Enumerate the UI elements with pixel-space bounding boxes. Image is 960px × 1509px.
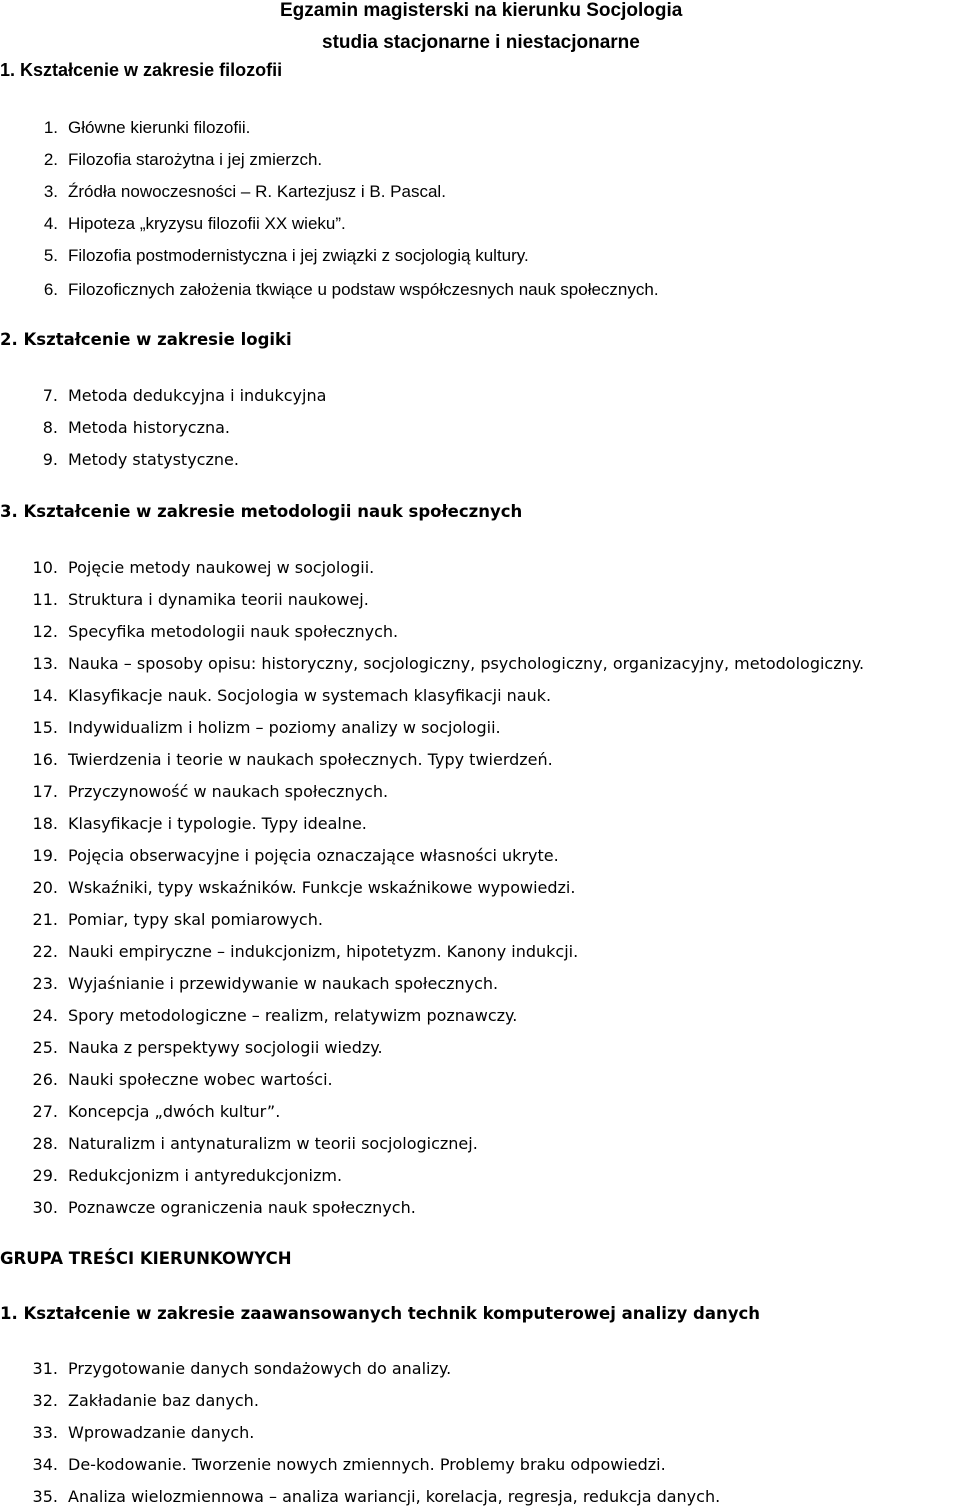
list-item (0, 812, 367, 836)
list-item-number: 19. (32, 846, 58, 865)
list-item-text: Wprowadzanie danych. (68, 1423, 255, 1442)
list-item (0, 1164, 342, 1188)
list-item (0, 1453, 666, 1477)
list-item-number: 25. (32, 1038, 58, 1057)
list-item-text: Hipoteza „kryzysu filozofii XX wieku”. (68, 214, 346, 233)
list-item-text: Pojęcia obserwacyjne i pojęcia oznaczające własności ukryte. (68, 846, 559, 865)
section-heading: 3. Kształcenie w zakresie metodologii nauk społecznych (0, 502, 523, 521)
list-item-number: 17. (32, 782, 58, 801)
list-item-number: 16. (32, 750, 58, 769)
list-item-number: 12. (32, 622, 58, 641)
list-item-text: Wyjaśnianie i przewidywanie w naukach społecznych. (68, 974, 499, 993)
list-item-number: 18. (32, 814, 58, 833)
list-item-number: 5. (43, 246, 58, 265)
list-item-text: Metoda historyczna. (68, 418, 231, 437)
list-item-text: Filozofia postmodernistyczna i jej związki z socjologią kultury. (68, 246, 529, 265)
list-item-text: Analiza wielozmiennowa – analiza wariancji, korelacja, regresja, redukcja danych. (68, 1487, 721, 1506)
list-item-number: 29. (32, 1166, 58, 1185)
list-item-number: 28. (32, 1134, 58, 1153)
list-item-number: 7. (42, 386, 58, 405)
list-item-text: Klasyfikacje nauk. Socjologia w systemach klasyfikacji nauk. (68, 686, 552, 705)
list-item-number: 27. (32, 1102, 58, 1121)
list-item-number: 26. (32, 1070, 58, 1089)
list-item-text: Naturalizm i antynaturalizm w teorii socjologicznej. (68, 1134, 478, 1153)
list-item-text: Wskaźniki, typy wskaźników. Funkcje wskaźnikowe wypowiedzi. (68, 878, 576, 897)
list-item (0, 1132, 478, 1156)
list-item-text: Indywidualizm i holizm – poziomy analizy w socjologii. (68, 718, 501, 737)
section-heading: 2. Kształcenie w zakresie logiki (0, 330, 292, 349)
list-item (0, 416, 230, 440)
list-item (0, 1004, 517, 1028)
list-item (0, 1485, 720, 1509)
list-item (0, 1100, 280, 1124)
list-item (0, 1389, 259, 1413)
list-item-number: 14. (32, 686, 58, 705)
list-item (0, 116, 250, 140)
list-item-number: 6. (43, 280, 58, 299)
list-item (0, 1068, 333, 1092)
list-item-number: 9. (42, 450, 58, 469)
list-item-number: 8. (42, 418, 58, 437)
list-item-text: Koncepcja „dwóch kultur”. (68, 1102, 281, 1121)
document-title: Egzamin magisterski na kierunku Socjologia (280, 0, 683, 21)
section-heading: 1. Kształcenie w zakresie filozofii (0, 60, 283, 80)
list-item (0, 588, 369, 612)
list-item-text: Nauka z perspektywy socjologii wiedzy. (68, 1038, 383, 1057)
list-item-number: 1. (43, 118, 58, 137)
list-item-text: Twierdzenia i teorie w naukach społecznych. Typy twierdzeń. (68, 750, 553, 769)
list-item (0, 780, 388, 804)
list-item (0, 1036, 383, 1060)
list-item-text: De-kodowanie. Tworzenie nowych zmiennych. Problemy braku odpowiedzi. (68, 1455, 666, 1474)
list-item (0, 652, 864, 676)
list-item (0, 148, 322, 172)
list-item-text: Pojęcie metody naukowej w socjologii. (68, 558, 375, 577)
list-item (0, 384, 326, 408)
list-item-text: Przyczynowość w naukach społecznych. (68, 782, 389, 801)
list-item-number: 24. (32, 1006, 58, 1025)
list-item (0, 212, 346, 236)
list-item-text: Filozoficznych założenia tkwiące u podstaw współczesnych nauk społecznych. (68, 280, 659, 299)
list-item-text: Struktura i dynamika teorii naukowej. (68, 590, 369, 609)
list-item-number: 33. (32, 1423, 58, 1442)
list-item (0, 556, 374, 580)
list-item-text: Zakładanie baz danych. (68, 1391, 259, 1410)
list-item-number: 34. (32, 1455, 58, 1474)
list-item (0, 180, 446, 204)
list-item-text: Przygotowanie danych sondażowych do analizy. (68, 1359, 452, 1378)
document-subtitle: studia stacjonarne i niestacjonarne (322, 32, 640, 53)
list-item-text: Klasyfikacje i typologie. Typy idealne. (68, 814, 367, 833)
list-item-number: 21. (32, 910, 58, 929)
list-item-text: Główne kierunki filozofii. (68, 118, 251, 137)
list-item-number: 32. (32, 1391, 58, 1410)
list-item-text: Źródła nowoczesności – R. Kartezjusz i B. Pascal. (68, 182, 446, 201)
list-item (0, 244, 529, 268)
list-item (0, 278, 659, 302)
list-item-text: Metoda dedukcyjna i indukcyjna (68, 386, 327, 405)
list-item-number: 2. (43, 150, 58, 169)
list-item (0, 1421, 254, 1445)
list-item (0, 940, 578, 964)
list-item-number: 30. (32, 1198, 58, 1217)
list-item (0, 844, 559, 868)
list-item-text: Metody statystyczne. (68, 450, 239, 469)
list-item (0, 684, 551, 708)
list-item-text: Spory metodologiczne – realizm, relatywizm poznawczy. (68, 1006, 518, 1025)
section-heading: 1. Kształcenie w zakresie zaawansowanych technik komputerowej analizy danych (0, 1304, 761, 1323)
section-heading: GRUPA TREŚCI KIERUNKOWYCH (0, 1249, 292, 1268)
list-item-text: Nauka – sposoby opisu: historyczny, socjologiczny, psychologiczny, organizacyjny, metodologiczny. (68, 654, 865, 673)
list-item-number: 4. (43, 214, 58, 233)
list-item-text: Filozofia starożytna i jej zmierzch. (68, 150, 323, 169)
list-item (0, 748, 553, 772)
list-item-text: Redukcjonizm i antyredukcjonizm. (68, 1166, 343, 1185)
list-item-number: 3. (43, 182, 58, 201)
list-item (0, 972, 498, 996)
list-item-number: 31. (32, 1359, 58, 1378)
list-item (0, 1357, 451, 1381)
list-item-number: 10. (32, 558, 58, 577)
list-item-text: Poznawcze ograniczenia nauk społecznych. (68, 1198, 416, 1217)
list-item-text: Nauki społeczne wobec wartości. (68, 1070, 333, 1089)
list-item-number: 23. (32, 974, 58, 993)
list-item (0, 448, 239, 472)
list-item-number: 22. (32, 942, 58, 961)
list-item-text: Pomiar, typy skal pomiarowych. (68, 910, 323, 929)
list-item-number: 20. (32, 878, 58, 897)
list-item-number: 11. (32, 590, 58, 609)
list-item (0, 908, 323, 932)
list-item-text: Specyfika metodologii nauk społecznych. (68, 622, 399, 641)
list-item (0, 1196, 416, 1220)
list-item (0, 876, 575, 900)
list-item-number: 35. (32, 1487, 58, 1506)
list-item-number: 13. (32, 654, 58, 673)
list-item-number: 15. (32, 718, 58, 737)
list-item-text: Nauki empiryczne – indukcjonizm, hipotetyzm. Kanony indukcji. (68, 942, 579, 961)
list-item (0, 716, 501, 740)
list-item (0, 620, 398, 644)
